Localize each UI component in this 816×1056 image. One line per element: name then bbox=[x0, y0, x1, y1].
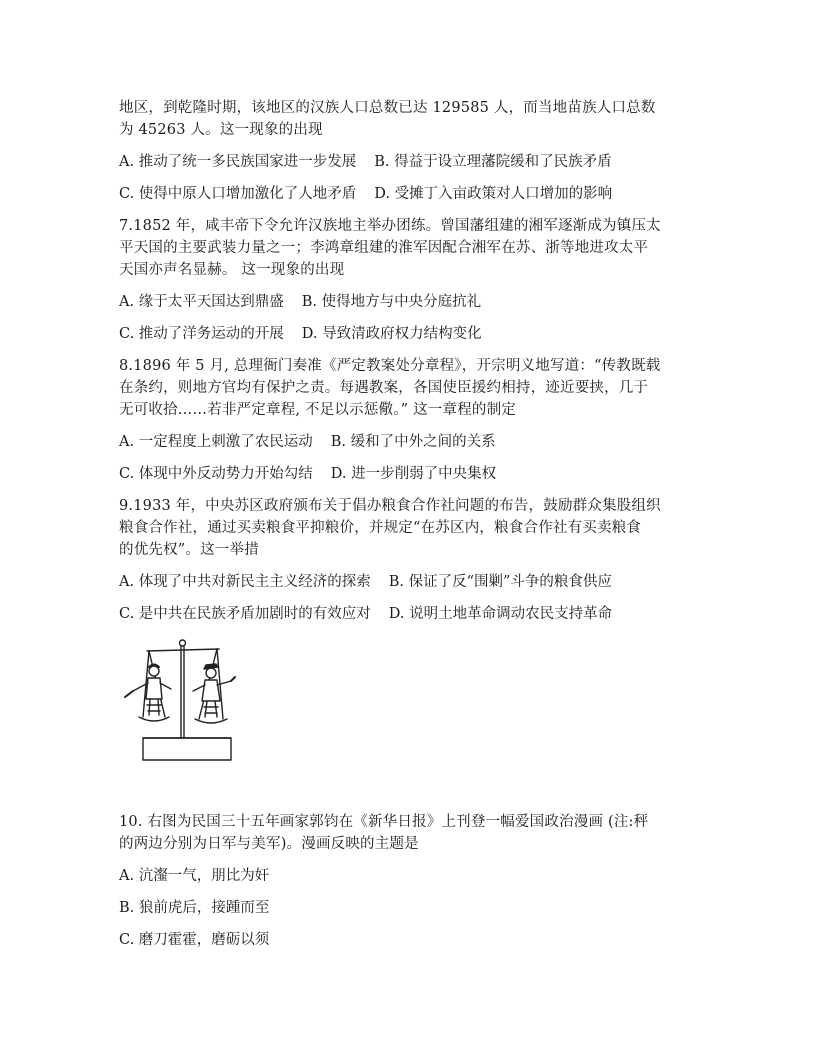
q9-option-c: C. 是中共在民族矛盾加剧时的有效应对 bbox=[119, 606, 371, 622]
q8-line-2: 在条约，则地方官均有保护之责。每遇教案，各国使臣援约相持，迹近要挟，几于 bbox=[119, 380, 649, 396]
q8-option-row-1 bbox=[119, 431, 496, 453]
q10-option-b: B. 狼前虎后，接踵而至 bbox=[119, 900, 270, 916]
q9-option-d: D. 说明土地革命调动农民支持革命 bbox=[388, 606, 613, 622]
q6-option-row-1 bbox=[119, 151, 612, 173]
q8-option-a: A. 一定程度上刺激了农民运动 bbox=[119, 434, 313, 450]
q9-option-row-2 bbox=[119, 603, 612, 625]
q8-option-row-2 bbox=[119, 463, 496, 485]
scale-beam bbox=[147, 649, 219, 651]
soldier-left bbox=[125, 665, 171, 716]
q7-option-a: A. 缘于太平天国达到鼎盛 bbox=[119, 294, 284, 310]
q6-option-d: D. 受摊丁入亩政策对人口增加的影响 bbox=[374, 186, 613, 202]
q8-option-c: C. 体现中外反动势力开始勾结 bbox=[119, 466, 313, 482]
q6-option-a: A. 推动了统一多民族国家进一步发展 bbox=[119, 154, 357, 170]
q8-line-3: 无可收拾……若非严定章程, 不足以示惩儆。” 这一章程的制定 bbox=[119, 402, 516, 418]
q7-option-b: B. 使得地方与中央分庭抗礼 bbox=[301, 294, 482, 310]
q7-line-2: 平天国的主要武装力量之一；李鸿章组建的淮军因配合湘军在苏、浙等地进攻太平 bbox=[119, 240, 649, 256]
q10-option-a: A. 沆瀣一气，朋比为奸 bbox=[119, 868, 270, 884]
soldier-right bbox=[193, 664, 235, 717]
political-cartoon-scale bbox=[121, 633, 237, 765]
q6-option-c: C. 使得中原人口增加激化了人地矛盾 bbox=[119, 186, 357, 202]
q8-line-1: 8.1896 年 5 月, 总理衙门奏准《严定教案处分章程》，开宗明义地写道：“传教既载 bbox=[119, 358, 661, 374]
q7-option-row-2 bbox=[119, 323, 482, 345]
q7-option-d: D. 导致清政府权力结构变化 bbox=[301, 326, 482, 342]
q9-option-row-1 bbox=[119, 571, 612, 593]
q6-option-b: B. 得益于设立理藩院缓和了民族矛盾 bbox=[374, 154, 612, 170]
q6-option-row-2 bbox=[119, 183, 612, 205]
q7-option-row-1 bbox=[119, 291, 481, 313]
intro-line-1: 地区，到乾隆时期，该地区的汉族人口总数已达 129585 人，而当地苗族人口总数 bbox=[119, 100, 656, 116]
q10-line-2: 的两边分别为日军与美军)。漫画反映的主题是 bbox=[119, 836, 419, 852]
q9-line-3: 的优先权”。这一举措 bbox=[119, 542, 259, 558]
q10-option-c: C. 磨刀霍霍，磨砺以须 bbox=[119, 932, 270, 948]
q7-line-3: 天国亦声名显赫。 这一现象的出现 bbox=[119, 262, 345, 278]
q9-option-a: A. 体现了中共对新民主主义经济的探索 bbox=[119, 574, 371, 590]
q7-option-c: C. 推动了洋务运动的开展 bbox=[119, 326, 284, 342]
q7-line-1: 7.1852 年，咸丰帝下令允许汉族地主举办团练。曾国藩组建的湘军逐渐成为镇压太 bbox=[119, 218, 661, 234]
scale-pan-right bbox=[195, 719, 227, 723]
q8-option-d: D. 进一步削弱了中央集权 bbox=[330, 466, 497, 482]
q9-option-b: B. 保证了反“围剿”斗争的粮食供应 bbox=[388, 574, 612, 590]
q8-option-b: B. 缓和了中外之间的关系 bbox=[330, 434, 496, 450]
intro-line-2: 为 45263 人。这一现象的出现 bbox=[119, 122, 323, 138]
q9-line-1: 9.1933 年，中央苏区政府颁布关于倡办粮食合作社问题的布告，鼓励群众集股组织 bbox=[119, 498, 661, 514]
scale-pan-left bbox=[139, 717, 169, 721]
scale-base bbox=[143, 738, 231, 760]
q9-line-2: 粮食合作社，通过买卖粮食平抑粮价，并规定“在苏区内，粮食合作社有买卖粮食 bbox=[119, 520, 642, 536]
q10-line-1: 10. 右图为民国三十五年画家郭钧在《新华日报》上刊登一幅爱国政治漫画 (注:秤 bbox=[119, 814, 649, 830]
